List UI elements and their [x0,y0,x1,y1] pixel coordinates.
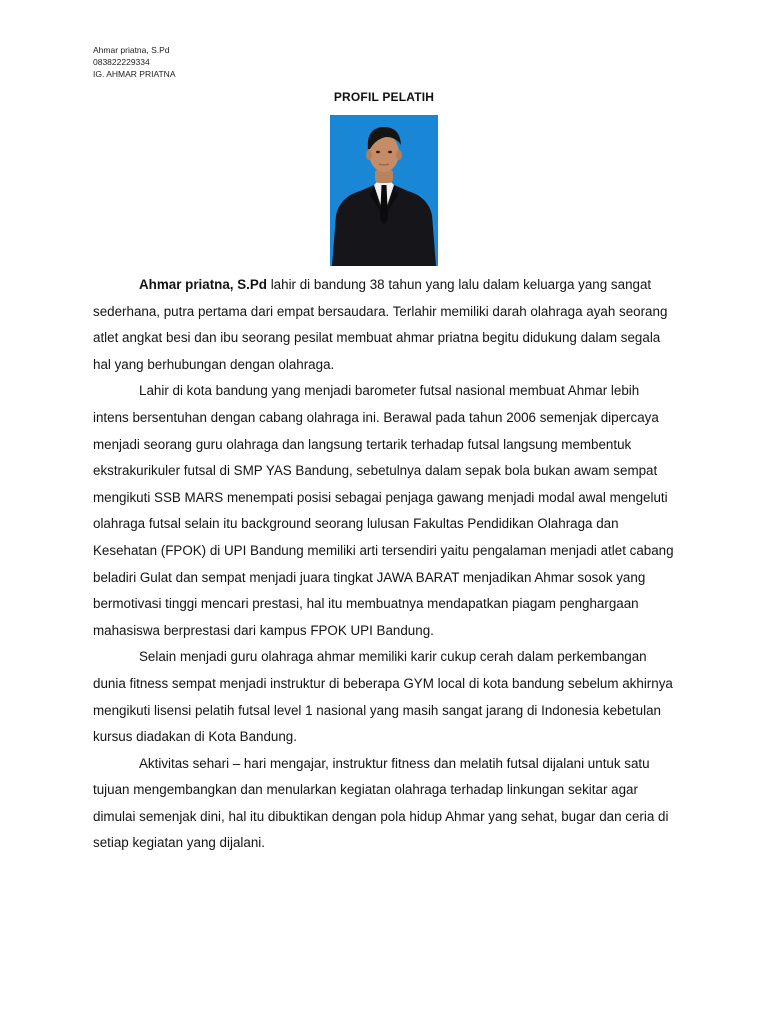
paragraph-4: Aktivitas sehari – hari mengajar, instruktur fitness dan melatih futsal dijalani untuk satu tujuan mengembangkan dan menularkan kegiatan olahraga terhadap linkungan sekitar agar dimulai semenjak dini, hal itu dibuktikan dengan pola hidup Ahmar yang sehat, bugar dan ceria di setiap kegiatan yang dijalani. [93,755,669,851]
paragraph-1-text: lahir di bandung 38 tahun yang lalu dalam keluarga yang sangat sederhana, putra pertama dari empat bersaudara. Terlahir memiliki darah olahraga ayah seorang atlet angkat besi dan ibu seorang pesilat membuat ahmar priatna begitu didukung dalam segala hal yang berhubungan dengan olahraga. [93,277,668,372]
header-instagram: IG. AHMAR PRIATNA [93,69,176,79]
paragraph-2: Lahir di kota bandung yang menjadi barometer futsal nasional membuat Ahmar lebih intens bersentuhan dengan cabang olahraga ini. Berawal pada tahun 2006 semenjak dipercaya menjadi seorang guru olahraga dan langsung tertarik terhadap futsal langsung membentuk ekstrakurikuler futsal di SMP YAS Bandung, sebetulnya dalam sepak bola bukan awam sempat mengikuti SSB MARS menempati posisi sebagai penjaga gawang menjadi modal awal mengeluti olahraga futsal selain itu background seorang lulusan Fakultas Pendidikan Olahraga dan Kesehatan (FPOK) di UPI Bandung memiliki arti tersendiri yaitu pengalaman menjadi atlet cabang beladiri Gulat dan sempat menjadi juara tingkat JAWA BARAT menjadikan Ahmar sosok yang bermotivasi tinggi mencari prestasi, hal itu membuatnya mendapatkan piagam penghargaan mahasiswa berprestasi dari kampus FPOK UPI Bandung. [93,383,674,638]
portrait-photo [330,115,438,266]
portrait-photo-icon [330,115,438,266]
header-name: Ahmar priatna, S.Pd [93,45,170,55]
header-phone: 083822229334 [93,57,150,67]
paragraph-1 [93,272,678,378]
body-text [93,272,678,857]
page-title: PROFIL PELATIH [333,90,435,104]
header-block [93,44,176,80]
paragraph-1-lead: Ahmar priatna, S.Pd [139,277,267,292]
paragraph-3: Selain menjadi guru olahraga ahmar memiliki karir cukup cerah dalam perkembangan dunia fitness sempat menjadi instruktur di beberapa GYM local di kota bandung sebelum akhirnya mengikuti lisensi pelatih futsal level 1 nasional yang masih sangat jarang di Indonesia kebetulan kursus diadakan di Kota Bandung. [93,649,673,745]
